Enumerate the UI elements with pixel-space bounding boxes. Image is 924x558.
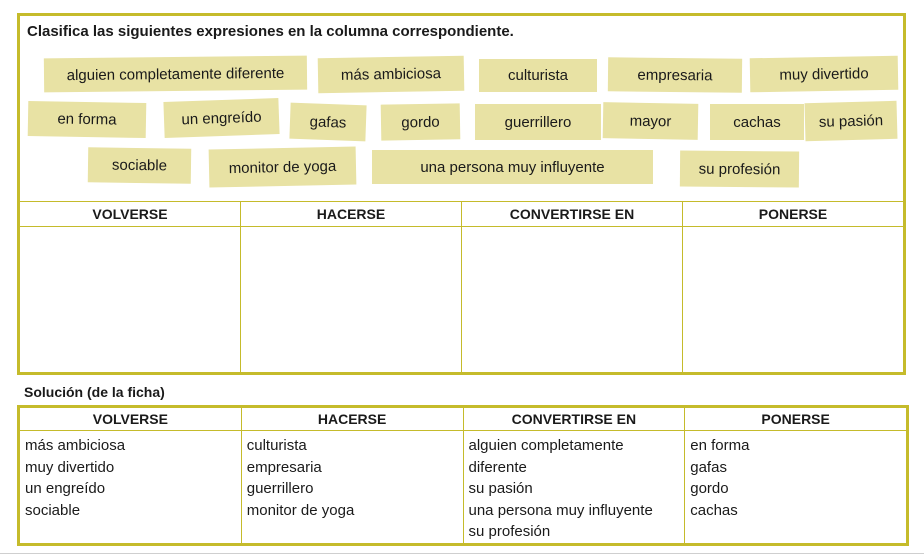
solution-header <box>20 408 906 431</box>
solution-item: en forma <box>690 437 750 454</box>
solution-item: alguien completamente <box>468 437 624 454</box>
solution-item: cachas <box>690 501 738 519</box>
solution-item: guerrillero <box>246 480 314 497</box>
solution-item: muy divertido <box>25 458 115 476</box>
card-su-profesion[interactable]: su profesión <box>680 150 799 187</box>
solution-column-volverse <box>20 431 242 543</box>
solution-column-convertirse-en <box>464 431 686 543</box>
solution-item: su pasión <box>468 480 533 497</box>
card-una-persona-muy-influyente[interactable]: una persona muy influyente <box>372 150 653 184</box>
solution-table <box>17 405 909 546</box>
card-gafas[interactable]: gafas <box>289 103 366 142</box>
drop-zone-ponerse[interactable] <box>683 227 903 372</box>
card-en-forma[interactable]: en forma <box>28 101 147 138</box>
solution-header-ponerse: PONERSE <box>761 411 830 427</box>
card-cachas[interactable]: cachas <box>710 104 804 140</box>
card-empresaria[interactable]: empresaria <box>608 57 742 92</box>
solution-item: diferente <box>468 458 527 476</box>
drop-zone-hacerse[interactable] <box>241 227 462 372</box>
solution-item: su profesión <box>468 523 551 540</box>
card-mas-ambiciosa[interactable]: más ambiciosa <box>318 56 465 94</box>
solution-item: una persona muy influyente <box>468 501 653 519</box>
solution-header-convertirse-en: CONVERTIRSE EN <box>464 408 686 430</box>
column-header-hacerse: HACERSE <box>241 202 462 226</box>
divider <box>0 553 924 554</box>
solution-item: más ambiciosa <box>25 437 126 454</box>
card-monitor-de-yoga[interactable]: monitor de yoga <box>209 146 357 187</box>
card-alguien-completamente-diferente[interactable]: alguien completamente diferente <box>44 56 307 93</box>
card-guerrillero[interactable]: guerrillero <box>475 104 601 140</box>
instruction-text: Clasifica las siguientes expresiones en la columna correspondiente. <box>27 23 514 40</box>
solution-column-ponerse <box>685 431 906 543</box>
solution-item: monitor de yoga <box>246 501 355 519</box>
card-gordo[interactable]: gordo <box>381 103 461 140</box>
solution-item: gafas <box>690 458 727 476</box>
solution-body <box>20 431 906 543</box>
solution-column-hacerse <box>242 431 464 543</box>
column-header-volverse: VOLVERSE <box>20 202 241 226</box>
card-sociable[interactable]: sociable <box>88 147 191 183</box>
drop-zone-convertirse-en[interactable] <box>462 227 683 372</box>
card-muy-divertido[interactable]: muy divertido <box>750 56 899 93</box>
column-header-convertirse-en: CONVERTIRSE EN <box>462 202 683 226</box>
solution-item: culturista <box>246 437 307 454</box>
solution-item: gordo <box>690 480 729 497</box>
card-un-engreido[interactable]: un engreído <box>163 98 279 138</box>
solution-item: empresaria <box>246 458 322 476</box>
solution-header-volverse: VOLVERSE <box>20 408 242 430</box>
card-mayor[interactable]: mayor <box>603 102 699 140</box>
card-culturista[interactable]: culturista <box>479 59 597 92</box>
solution-item: un engreído <box>25 480 106 497</box>
solution-header-hacerse: HACERSE <box>242 408 464 430</box>
exercise-box <box>17 13 906 375</box>
solution-title: Solución (de la ficha) <box>24 384 165 400</box>
drop-zone-volverse[interactable] <box>20 227 241 372</box>
table-body <box>20 227 903 372</box>
card-su-pasion[interactable]: su pasión <box>805 101 898 141</box>
column-header-ponerse: PONERSE <box>758 206 828 222</box>
solution-item: sociable <box>25 501 81 519</box>
classification-table <box>20 201 903 372</box>
table-header <box>20 202 903 227</box>
